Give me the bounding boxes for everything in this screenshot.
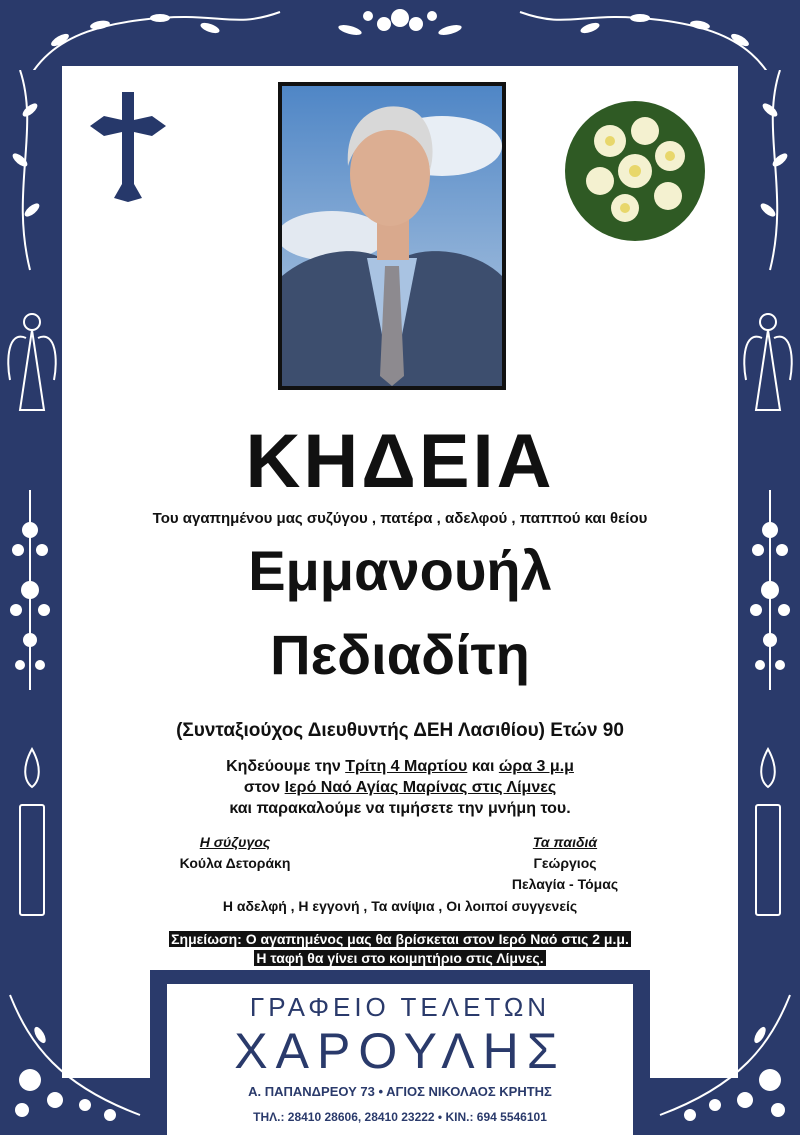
funeral-request-line: και παρακαλούμε να τιμήσετε την μνήμη του. bbox=[229, 800, 571, 817]
note-line: Σημείωση: Ο αγαπημένος μας θα βρίσκεται στον Ιερό Ναό στις 2 μ.μ. bbox=[171, 931, 629, 947]
deceased-role-age: (Συνταξιούχος Διευθυντής ΔΕΗ Λασιθίου) Ετών 90 bbox=[176, 720, 624, 741]
note-block bbox=[0, 930, 800, 968]
deceased-first-name: Εμμανουήλ bbox=[248, 539, 552, 602]
funeral-date-line: Κηδεύουμε την Τρίτη 4 Μαρτίου και ώρα 3 μ.μ bbox=[226, 758, 574, 775]
angel-icon bbox=[740, 300, 798, 420]
funeral-home-phones: ΤΗΛ.: 28410 28606, 28410 23222 • ΚΙΝ.: 694 5546101 bbox=[253, 1110, 547, 1124]
spouse-name: Κούλα Δετοράκη bbox=[179, 855, 291, 871]
floral-vine-icon bbox=[738, 70, 800, 290]
funeral-place-line: στον Ιερό Ναό Αγίας Μαρίνας στις Λίμνες bbox=[243, 779, 557, 796]
children-block bbox=[480, 832, 650, 895]
funeral-home-name: ΧΑΡΟΥΛΗΣ bbox=[234, 1023, 566, 1079]
children-header: Τα παιδιά bbox=[532, 834, 598, 850]
note-line: Η ταφή θα γίνει στο κοιμητήριο στις Λίμνες. bbox=[256, 950, 544, 966]
child-name: Πελαγία - Τόμας bbox=[511, 876, 619, 892]
funeral-home-label: ΓΡΑΦΕΙΟ ΤΕΛΕΤΩΝ bbox=[249, 992, 551, 1022]
flower-bouquet-icon bbox=[550, 86, 720, 256]
angel-icon bbox=[2, 300, 60, 420]
funeral-home-address: Α. ΠΑΠΑΝΔΡΕΟΥ 73 • ΑΓΙΟΣ ΝΙΚΟΛΑΟΣ ΚΡΗΤΗΣ bbox=[248, 1084, 552, 1099]
floral-vine-icon bbox=[0, 70, 62, 290]
funeral-time: ώρα 3 μ.μ bbox=[498, 758, 574, 775]
floral-vine-icon bbox=[0, 0, 800, 70]
cross-icon bbox=[90, 92, 166, 202]
child-name: Γεώργιος bbox=[533, 855, 597, 871]
dedication-line: Του αγαπημένου μας συζύγου , πατέρα , αδελφού , παππού και θείου bbox=[152, 510, 648, 527]
page-title: ΚΗΔΕΙΑ bbox=[245, 419, 555, 504]
funeral-date: Τρίτη 4 Μαρτίου bbox=[345, 758, 468, 775]
deceased-last-name: Πεδιαδίτη bbox=[270, 623, 530, 686]
deceased-portrait bbox=[278, 82, 506, 390]
funeral-place: Ιερό Ναό Αγίας Μαρίνας στις Λίμνες bbox=[284, 779, 557, 796]
spouse-header: Η σύζυγος bbox=[199, 834, 271, 850]
other-mourners: Η αδελφή , Η εγγονή , Τα ανίψια , Οι λοιποί συγγενείς bbox=[222, 898, 578, 914]
spouse-block bbox=[160, 832, 310, 874]
